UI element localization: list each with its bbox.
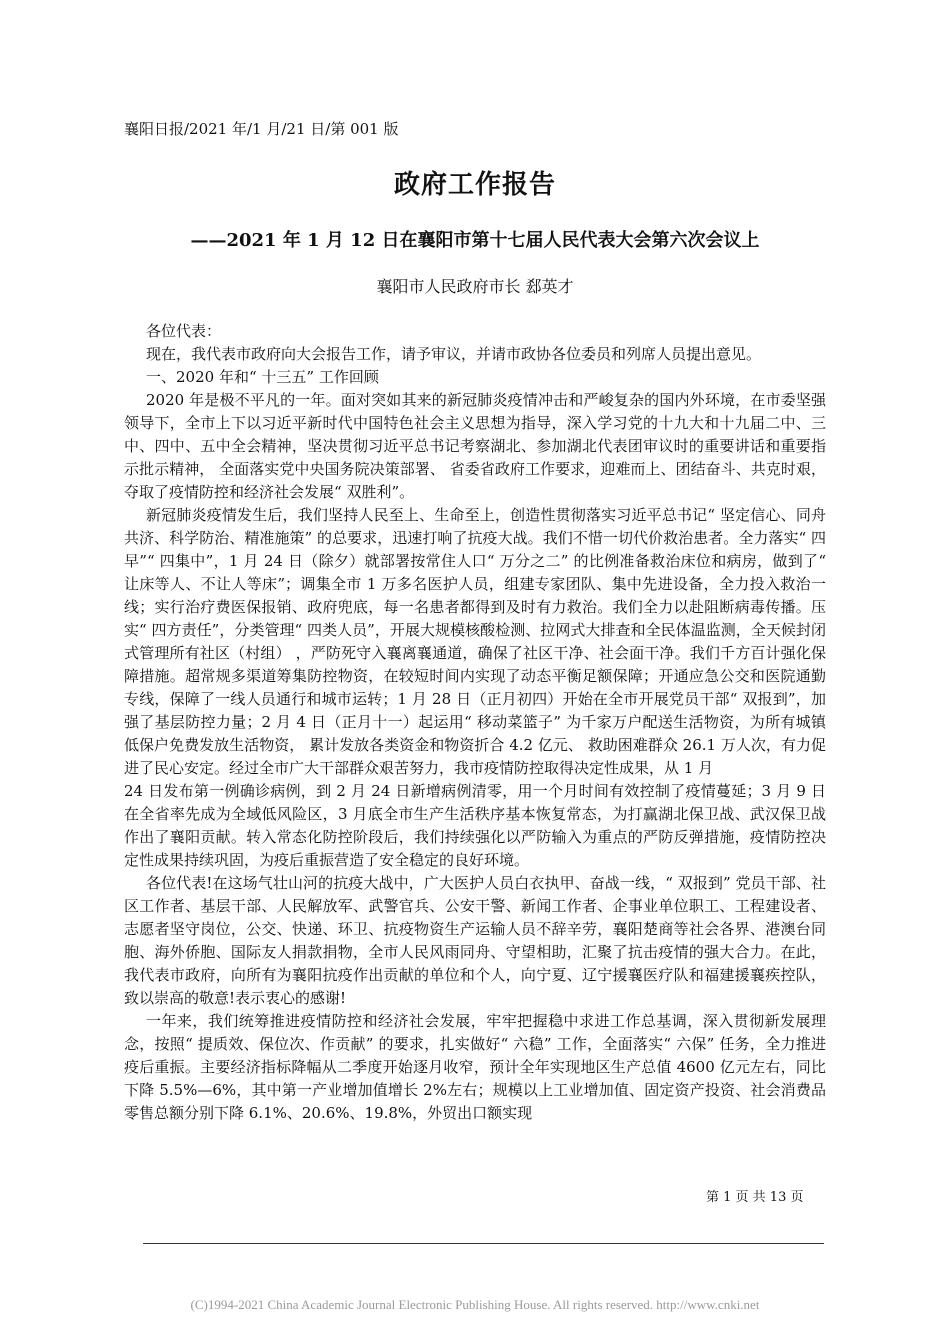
paragraph-salutation: 各位代表： — [146, 322, 222, 340]
newspaper-source-line: 襄阳日报/2021 年/1 月/21 日/第 001 版 — [124, 120, 399, 138]
document-title: 政府工作报告 — [393, 170, 556, 200]
copyright-watermark: (C)1994-2021 China Academic Journal Electronic Publishing House. All rights reserved. http://www.cnki.net — [190, 1297, 760, 1312]
paragraph-intro: 现在，我代表市政府向大会报告工作，请予审议，并请市政协各位委员和列席人员提出意见。 — [146, 345, 762, 363]
page-number: 第 1 页 共 13 页 — [706, 1190, 804, 1205]
paragraph: 新冠肺炎疫情发生后，我们坚持人民至上、生命至上，创造性贯彻落实习近平总书记“ 坚定信心、同舟共济、科学防治、精准施策” 的总要求，迅速打响了抗疫大战。我们不惜一切代价救治患者。全力落实“ 四早”“ 四集中”，1 月 24 日（除夕）就部署按常住人口“ 万分之二” 的比例准备救治床位和病房，做到了“ 让床等人、不让人等床”；调集全市 1 万多名医护人员，组建专家团队、集中先进设备，全力投入救治一线；实行治疗费医保报销、政府兜底，每一名患者都得到及时有力救治。我们全力以赴阻断病毒传播。压实“ 四方责任”，分类管理“ 四类人员”，开展大规模核酸检测、拉网式大排查和全民体温监测，全天候封闭式管理所有社区（村组） ，严防死守入襄离襄通道，确保了社区干净、社会面干净。我们千方百计强化保障措施。超常规多渠道筹集防控物资，在较短时间内实现了动态平衡足额保障；开通应急公交和医院通勤专线，保障了一线人员通行和城市运转；1 月 28 日（正月初四）开始在全市开展党员干部“ 双报到”，加强了基层防控力量；2 月 4 日（正月十一）起运用“ 移动菜篮子” 为千家万户配送生活物资，为所有城镇低保户免费发放生活物资， 累计发放各类资金和物资折合 4.2 亿元、 救助困难群众 26.1 万人次，有力促进了民心安定。经过全市广大干部群众艰苦努力，我市疫情防控取得决定性成果，从 1 月 — [124, 506, 826, 777]
document-author: 襄阳市人民政府市长 郄英才 — [376, 277, 574, 296]
paragraph: 2020 年是极不平凡的一年。面对突如其来的新冠肺炎疫情冲击和严峻复杂的国内外环境，在市委坚强领导下，全市上下以习近平新时代中国特色社会主义思想为指导，深入学习党的十九大和十九届二中、三中、四中、五中全会精神，坚决贯彻习近平总书记考察湖北、参加湖北代表团审议时的重要讲话和重要指示批示精神， 全面落实党中央国务院决策部署、 省委省政府工作要求，迎难而上、团结奋斗、共克时艰，夺取了疫情防控和经济社会发展“ 双胜利”。 — [124, 391, 826, 501]
paragraph: 24 日发布第一例确诊病例，到 2 月 24 日新增病例清零，用一个月时间有效控制了疫情蔓延；3 月 9 日在全省率先成为全域低风险区，3 月底全市生产生活秩序基本恢复常态，为打赢湖北保卫战、武汉保卫战作出了襄阳贡献。转入常态化防控阶段后，我们持续强化以严防输入为重点的严防反弹措施，疫情防控决定性成果持续巩固，为疫后重振营造了安全稳定的良好环境。 — [124, 782, 826, 869]
footer-divider — [143, 1243, 824, 1244]
document-body — [124, 320, 826, 1125]
paragraph: 一年来，我们统筹推进疫情防控和经济社会发展，牢牢把握稳中求进工作总基调，深入贯彻新发展理念，按照“ 提质效、保位次、作贡献” 的要求，扎实做好“ 六稳” 工作，全面落实“ 六保” 任务，全力推进疫后重振。主要经济指标降幅从二季度开始逐月收窄，预计全年实现地区生产总值 4600 亿元左右，同比下降 5.5%—6%，其中第一产业增加值增长 2%左右；规模以上工业增加值、固定资产投资、社会消费品零售总额分别下降 6.1%、20.6%、19.8%，外贸出口额实现 — [124, 1012, 826, 1122]
section-heading: 一、2020 年和“ 十三五” 工作回顾 — [146, 368, 379, 386]
document-subtitle: ——2021 年 1 月 12 日在襄阳市第十七届人民代表大会第六次会议上 — [190, 230, 760, 251]
paragraph: 各位代表!在这场气壮山河的抗疫大战中，广大医护人员白衣执甲、奋战一线，“ 双报到” 党员干部、社区工作者、基层干部、人民解放军、武警官兵、公安干警、新闻工作者、企事业单位职工、工程建设者、志愿者坚守岗位，公交、快递、环卫、抗疫物资生产运输人员不辞辛劳，襄阳楚商等社会各界、港澳台同胞、海外侨胞、国际友人捐款捐物，全市人民风雨同舟、守望相助，汇聚了抗击疫情的强大合力。在此，我代表市政府，向所有为襄阳抗疫作出贡献的单位和个人，向宁夏、辽宁援襄医疗队和福建援襄疾控队，致以崇高的敬意!表示衷心的感谢! — [124, 874, 826, 1007]
